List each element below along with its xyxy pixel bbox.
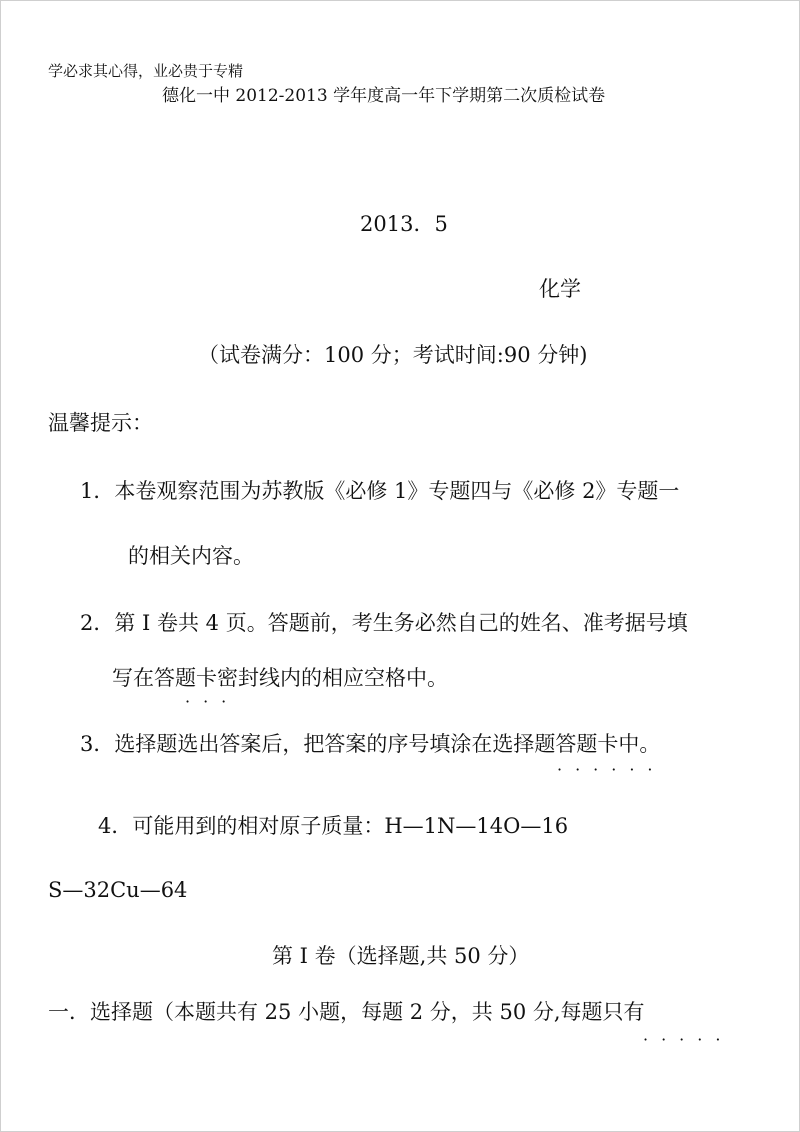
tip-1-line-1: 1．本卷观察范围为苏教版《必修 1》专题四与《必修 2》专题一: [80, 479, 680, 503]
tip-2-emphasis-dots: ···: [185, 692, 240, 711]
exam-title: 德化一中 2012-2013 学年度高一年下学期第二次质检试卷: [162, 86, 606, 106]
exam-info: （试卷满分：100 分；考试时间:90 分钟): [198, 343, 588, 367]
exam-date: 2013．5: [360, 212, 448, 236]
question-heading: 一．选择题（本题共有 25 小题，每题 2 分，共 50 分,每题只有: [48, 1000, 645, 1024]
subject: 化学: [539, 277, 581, 301]
tips-heading: 温馨提示：: [48, 411, 153, 435]
tip-2-line-2: 写在答题卡密封线内的相应空格中。: [112, 666, 448, 690]
tip-1-line-2: 的相关内容。: [128, 544, 254, 568]
question-emphasis-dots: ·····: [643, 1030, 734, 1049]
tip-4-line-1: 4．可能用到的相对原子质量：H—1N—14O—16: [98, 814, 569, 838]
header-note: 学必求其心得，业必贵于专精: [48, 62, 244, 80]
tip-4-line-2: S—32Cu—64: [48, 878, 188, 902]
section-title: 第 I 卷（选择题,共 50 分）: [272, 944, 530, 968]
tip-3-line-1: 3．选择题选出答案后，把答案的序号填涂在选择题答题卡中。: [80, 732, 661, 756]
tip-2-line-1: 2．第 I 卷共 4 页。答题前，考生务必然自己的姓名、准考据号填: [80, 611, 688, 635]
tip-3-emphasis-dots: ······: [557, 760, 666, 779]
